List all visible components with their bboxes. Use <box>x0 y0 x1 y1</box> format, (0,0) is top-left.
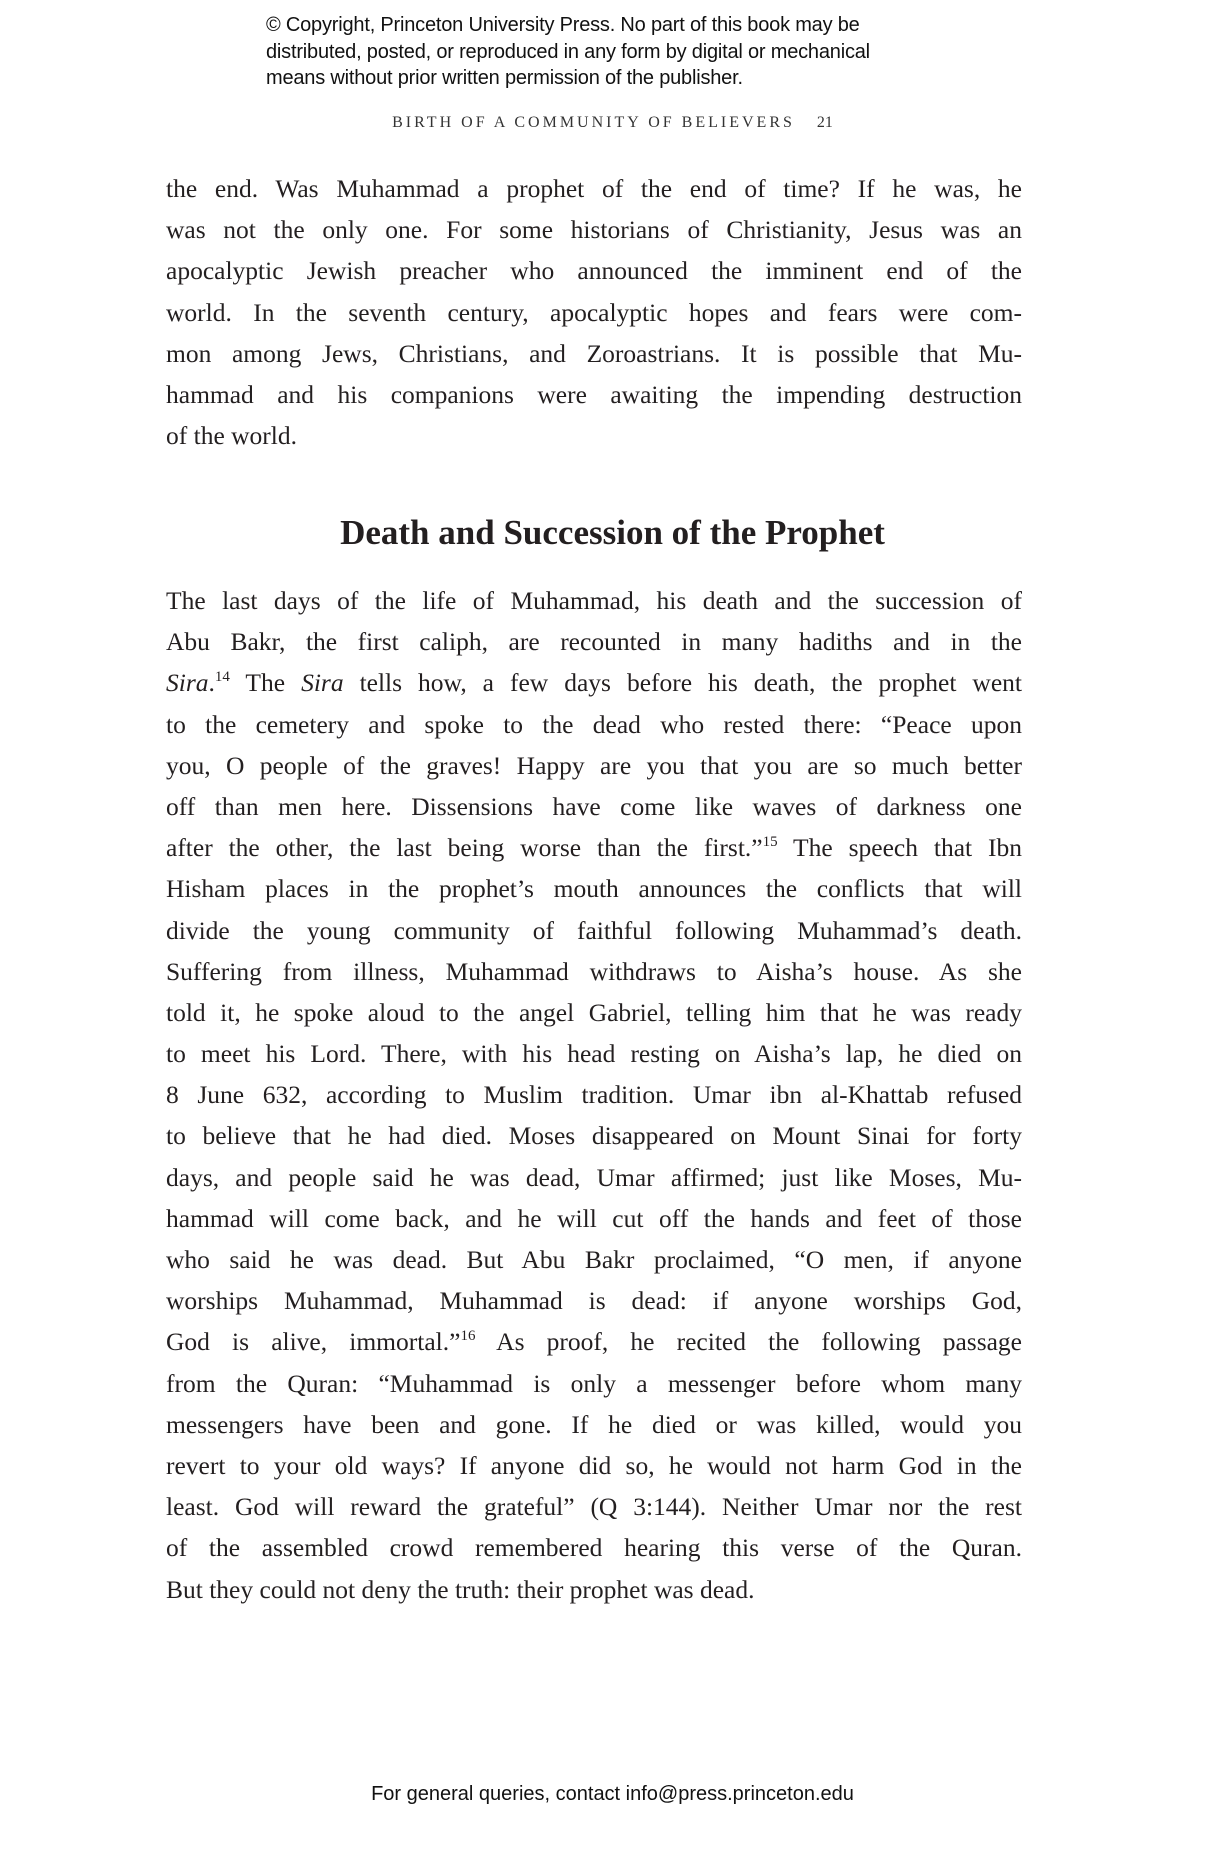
text-line <box>166 868 1022 909</box>
text-line <box>166 1569 1022 1610</box>
running-head <box>0 114 1225 132</box>
text-segment: As proof, he recited the following passage <box>475 1327 1023 1357</box>
text-line <box>166 1321 1022 1362</box>
text-segment: apocalyptic Jewish preacher who announced the imminent end of the <box>166 256 1022 286</box>
text-segment: off than men here. Dissensions have come like waves of darkness one <box>166 791 1022 821</box>
italic-text: Sira <box>301 668 344 698</box>
text-segment: from the Quran: “Muhammad is only a messenger before whom many <box>166 1368 1022 1398</box>
section-heading: Death and Succession of the Prophet <box>340 513 885 552</box>
text-line <box>166 250 1022 291</box>
text-line <box>166 621 1022 662</box>
copyright-line: means without prior written permission of the publisher. <box>266 67 743 89</box>
text-segment: told it, he spoke aloud to the angel Gabriel, telling him that he was ready <box>166 997 1022 1027</box>
text-line <box>166 745 1022 786</box>
text-segment: world. In the seventh century, apocalyptic hopes and fears were com- <box>166 297 1022 327</box>
text-segment: to the cemetery and spoke to the dead who rested there: “Peace upon <box>166 709 1022 739</box>
text-line <box>166 1115 1022 1156</box>
text-line <box>166 1363 1022 1404</box>
text-line <box>166 1157 1022 1198</box>
paragraph-death-and-succession <box>166 580 1022 1610</box>
text-segment: The speech that Ibn <box>777 833 1023 863</box>
text-segment: tells how, a few days before his death, the prophet went <box>343 668 1022 698</box>
text-segment: . <box>208 668 215 698</box>
text-line <box>166 1239 1022 1280</box>
paragraph-continuation <box>166 168 1022 456</box>
text-segment: to believe that he had died. Moses disappeared on Mount Sinai for forty <box>166 1121 1022 1151</box>
text-line <box>166 951 1022 992</box>
text-segment: The <box>229 668 302 698</box>
text-line <box>166 1404 1022 1445</box>
running-head-title: BIRTH OF A COMMUNITY OF BELIEVERS <box>392 114 795 131</box>
text-segment: was not the only one. For some historians of Christianity, Jesus was an <box>166 215 1022 245</box>
text-line <box>166 333 1022 374</box>
text-line <box>166 209 1022 250</box>
text-line <box>166 1198 1022 1239</box>
text-line <box>166 1280 1022 1321</box>
footnote-ref: 15 <box>762 834 778 851</box>
text-segment: you, O people of the graves! Happy are you that you are so much better <box>166 750 1022 780</box>
text-segment: the end. Was Muhammad a prophet of the end of time? If he was, he <box>166 174 1022 203</box>
text-segment: Abu Bakr, the first caliph, are recounted in many hadiths and in the <box>166 627 1022 657</box>
text-line <box>166 292 1022 333</box>
text-segment: days, and people said he was dead, Umar affirmed; just like Moses, Mu- <box>166 1162 1022 1192</box>
text-line <box>166 374 1022 415</box>
text-segment: least. God will reward the grateful” (Q 3:144). Neither Umar nor the rest <box>166 1492 1022 1522</box>
text-line <box>166 992 1022 1033</box>
text-segment: hammad will come back, and he will cut off the hands and feet of those <box>166 1203 1022 1233</box>
copyright-line: distributed, posted, or reproduced in any form by digital or mechanical <box>266 40 870 63</box>
text-segment: divide the young community of faithful following Muhammad’s death. <box>166 915 1022 945</box>
text-line <box>166 168 1022 209</box>
text-line <box>166 662 1022 703</box>
text-line <box>166 1033 1022 1074</box>
text-segment: revert to your old ways? If anyone did so, he would not harm God in the <box>166 1450 1022 1480</box>
text-line <box>166 1074 1022 1115</box>
text-line <box>166 910 1022 951</box>
text-segment: The last days of the life of Muhammad, his death and the succession of <box>166 586 1022 615</box>
text-segment: who said he was dead. But Abu Bakr proclaimed, “O men, if anyone <box>166 1245 1022 1274</box>
footnote-ref: 14 <box>214 669 230 686</box>
text-segment: after the other, the last being worse than the first.” <box>166 833 763 863</box>
text-line <box>166 827 1022 868</box>
italic-text: Sira <box>166 668 209 698</box>
page-number: 21 <box>816 114 833 131</box>
text-segment: worships Muhammad, Muhammad is dead: if anyone worships God, <box>166 1286 1022 1316</box>
text-line <box>166 1486 1022 1527</box>
text-segment: hammad and his companions were awaiting the impending destruction <box>166 379 1022 409</box>
text-segment: of the world. <box>166 421 298 451</box>
text-segment: Suffering from illness, Muhammad withdraws to Aisha’s house. As she <box>166 956 1022 986</box>
text-line <box>166 704 1022 745</box>
text-line <box>166 415 1022 456</box>
text-segment: God is alive, immortal.” <box>166 1327 461 1357</box>
text-line <box>166 786 1022 827</box>
text-segment: 8 June 632, according to Muslim tradition. Umar ibn al-Khattab refused <box>166 1080 1022 1110</box>
text-line <box>166 1445 1022 1486</box>
footnote-ref: 16 <box>460 1328 476 1345</box>
text-line <box>166 1527 1022 1568</box>
text-segment: mon among Jews, Christians, and Zoroastrians. It is possible that Mu- <box>166 338 1022 368</box>
text-segment: to meet his Lord. There, with his head resting on Aisha’s lap, he died on <box>166 1039 1022 1069</box>
copyright-line: © Copyright, Princeton University Press. No part of this book may be <box>266 14 860 36</box>
text-segment: messengers have been and gone. If he died or was killed, would you <box>166 1409 1022 1439</box>
text-line <box>166 580 1022 621</box>
text-segment: Hisham places in the prophet’s mouth announces the conflicts that will <box>166 874 1022 904</box>
text-segment: of the assembled crowd remembered hearing this verse of the Quran. <box>166 1533 1022 1563</box>
copyright-notice <box>266 12 870 92</box>
footer-contact: For general queries, contact info@press.princeton.edu <box>371 1783 854 1805</box>
text-segment: But they could not deny the truth: their prophet was dead. <box>166 1574 755 1604</box>
